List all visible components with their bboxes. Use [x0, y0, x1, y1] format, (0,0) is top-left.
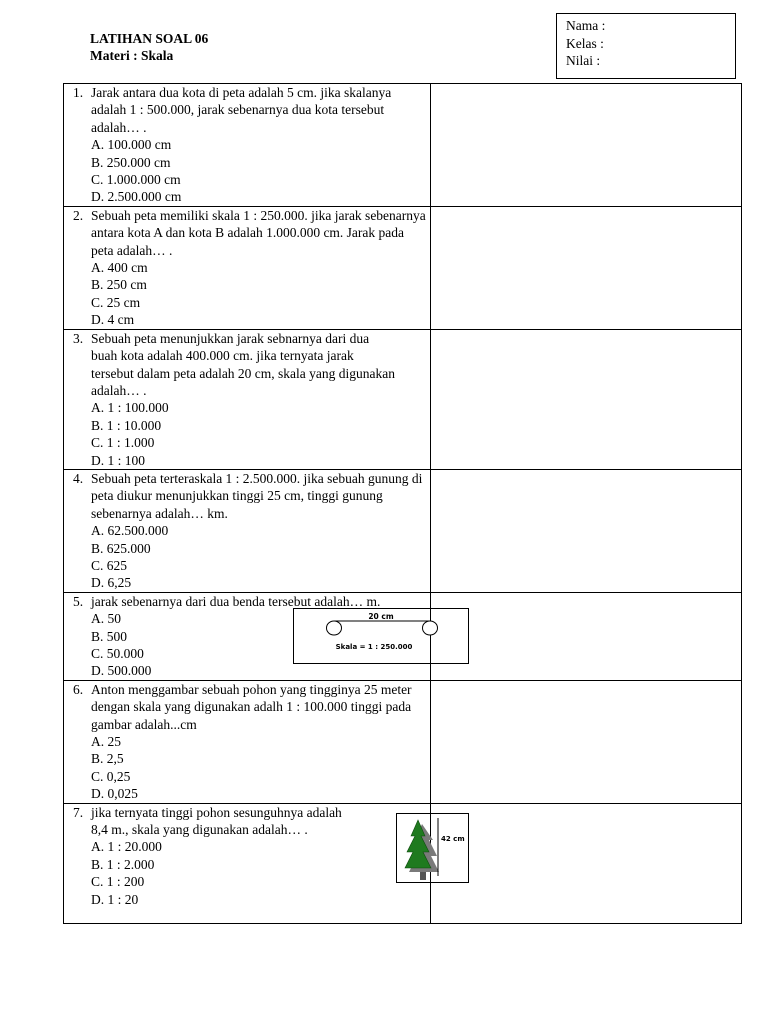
option-a[interactable]: A. 400 cm — [91, 260, 148, 276]
class-field[interactable]: Kelas : — [566, 35, 604, 51]
question-cell — [64, 680, 431, 803]
question-text: Anton menggambar sebuah pohon yang tingginya 25 meter dengan skala yang digunakan adalh 1 : 100.000 tinggi pada gambar adalah...cm — [91, 681, 412, 732]
question-number: 3. — [73, 330, 84, 346]
height-label: 42 cm — [441, 834, 465, 843]
option-a[interactable]: A. 100.000 cm — [91, 137, 172, 153]
question-row — [64, 84, 742, 207]
question-row — [64, 680, 742, 803]
answer-cell[interactable] — [431, 469, 742, 592]
answer-cell[interactable] — [431, 803, 742, 923]
question-text: Sebuah peta memiliki skala 1 : 250.000. jika jarak sebenarnya antara kota A dan kota B adalah 1.000.000 cm. Jarak pada peta adalah… . — [91, 207, 426, 258]
option-c[interactable]: C. 625 — [91, 557, 128, 573]
option-d[interactable]: D. 500.000 — [91, 663, 152, 679]
option-a[interactable]: A. 1 : 20.000 — [91, 839, 162, 855]
answer-cell[interactable] — [431, 329, 742, 469]
object-a-circle — [327, 621, 342, 635]
option-b[interactable]: B. 2,5 — [91, 751, 124, 767]
worksheet-title: LATIHAN SOAL 06 — [90, 31, 209, 46]
question-cell — [64, 206, 431, 329]
question-text: Jarak antara dua kota di peta adalah 5 cm. jika skalanya adalah 1 : 500.000, jarak sebenarnya dua kota tersebut adalah… . — [91, 85, 392, 135]
question-text: Sebuah peta terteraskala 1 : 2.500.000. jika sebuah gunung di peta diukur menunjukkan tinggi 25 cm, tinggi gunung sebenarnya adalah… km. — [91, 470, 423, 521]
question-row — [64, 469, 742, 592]
option-c[interactable]: C. 50.000 — [91, 646, 144, 661]
question-text: jarak sebenarnya dari dua benda tersebut adalah… m. — [91, 593, 381, 609]
question-table — [63, 83, 742, 924]
tree-figure — [396, 813, 469, 883]
question-row — [64, 329, 742, 469]
map-distance-figure — [293, 608, 469, 664]
option-d[interactable]: D. 4 cm — [91, 312, 135, 328]
option-c[interactable]: C. 1 : 200 — [91, 874, 145, 890]
option-c[interactable]: C. 1 : 1.000 — [91, 435, 155, 451]
option-d[interactable]: D. 1 : 100 — [91, 452, 145, 468]
question-cell — [64, 803, 465, 923]
answer-cell[interactable] — [431, 206, 742, 329]
worksheet-heading — [90, 30, 208, 64]
question-row — [64, 592, 742, 680]
option-d[interactable]: D. 2.500.000 cm — [91, 189, 182, 205]
option-b[interactable]: B. 500 — [91, 628, 128, 644]
option-c[interactable]: C. 1.000.000 cm — [91, 172, 181, 188]
option-b[interactable]: B. 1 : 2.000 — [91, 856, 155, 872]
question-text: Sebuah peta menunjukkan jarak sebnarnya dari dua buah kota adalah 400.000 cm. jika ternyata jarak tersebut dalam peta adalah 20 cm, skala yang digunakan adalah… . — [91, 330, 396, 398]
question-text: jika ternyata tinggi pohon sesunguhnya adalah 8,4 m., skala yang digunakan adalah… . — [91, 804, 342, 838]
score-field[interactable]: Nilai : — [566, 53, 601, 68]
option-d[interactable]: D. 1 : 20 — [91, 891, 139, 907]
question-cell — [64, 469, 431, 592]
question-cell — [64, 84, 431, 207]
tree-trunk — [420, 872, 426, 880]
worksheet-subject: Materi : Skala — [90, 48, 174, 63]
answer-cell[interactable] — [431, 592, 742, 680]
question-number: 6. — [73, 681, 84, 697]
option-b[interactable]: B. 250 cm — [91, 277, 147, 293]
question-number: 7. — [73, 804, 84, 820]
question-number: 5. — [73, 593, 84, 609]
answer-cell[interactable] — [431, 84, 742, 207]
question-row — [64, 206, 742, 329]
option-d[interactable]: D. 6,25 — [91, 575, 132, 591]
name-field[interactable]: Nama : — [566, 18, 606, 33]
scale-label: Skala = 1 : 250.000 — [335, 642, 413, 651]
distance-label: 20 cm — [368, 611, 394, 621]
option-b[interactable]: B. 625.000 — [91, 540, 151, 556]
option-d[interactable]: D. 0,025 — [91, 786, 138, 802]
option-a[interactable]: A. 62.500.000 — [91, 523, 169, 539]
option-a[interactable]: A. 25 — [91, 734, 121, 750]
question-cell — [64, 329, 431, 469]
option-c[interactable]: C. 0,25 — [91, 768, 131, 784]
question-number: 4. — [73, 470, 84, 486]
option-a[interactable]: A. 50 — [91, 611, 121, 627]
option-b[interactable]: B. 250.000 cm — [91, 154, 171, 170]
answer-cell[interactable] — [431, 680, 742, 803]
question-number: 2. — [73, 207, 84, 223]
object-b-circle — [423, 621, 438, 635]
question-number: 1. — [73, 85, 84, 100]
question-cell — [64, 592, 431, 680]
option-b[interactable]: B. 1 : 10.000 — [91, 417, 162, 433]
student-identity-box — [556, 13, 736, 79]
question-row — [64, 803, 742, 923]
option-a[interactable]: A. 1 : 100.000 — [91, 400, 169, 416]
option-c[interactable]: C. 25 cm — [91, 294, 141, 310]
